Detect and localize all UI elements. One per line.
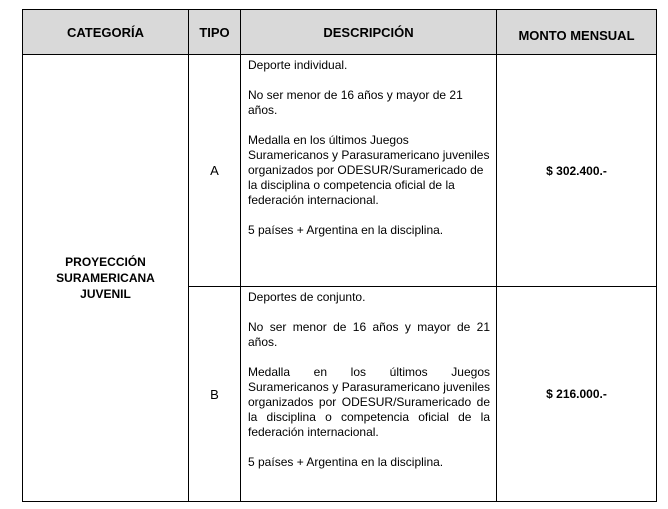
header-tipo: TIPO <box>189 10 241 55</box>
description-line: Medalla en los últimos Juegos Suramericanos y Parasuramericano juveniles organizados por ODESUR/Suramericado de la disciplina o competencia oficial de la federación internacional. <box>248 365 490 439</box>
tipo-cell: B <box>189 287 241 502</box>
description-line: Deporte individual. <box>248 58 348 72</box>
description-cell <box>241 287 497 502</box>
description-line: Medalla en los últimos Juegos Suramericanos y Parasuramericano juveniles organizados por ODESUR/Suramericado de la disciplina o competencia oficial de la federación internacional. <box>248 133 490 207</box>
header-descripcion: DESCRIPCIÓN <box>241 10 497 55</box>
header-categoria: CATEGORÍA <box>23 10 189 55</box>
description-line: Deportes de conjunto. <box>248 290 366 304</box>
table-row <box>23 55 657 287</box>
header-row <box>23 10 657 55</box>
category-line: SURAMERICANA <box>56 271 155 285</box>
description-line: No ser menor de 16 años y mayor de 21 años. <box>248 320 490 349</box>
category-cell <box>23 55 189 502</box>
description-cell <box>241 55 497 287</box>
becas-table <box>22 9 657 502</box>
description-line: 5 países + Argentina en la disciplina. <box>248 223 444 237</box>
tipo-cell: A <box>189 55 241 287</box>
monto-cell: $ 302.400.- <box>497 55 657 287</box>
header-monto: MONTO MENSUAL <box>497 10 657 55</box>
monto-cell: $ 216.000.- <box>497 287 657 502</box>
category-line: JUVENIL <box>80 287 131 301</box>
description-line: No ser menor de 16 años y mayor de 21 años. <box>248 88 463 117</box>
category-line: PROYECCIÓN <box>65 255 146 269</box>
description-line: 5 países + Argentina en la disciplina. <box>248 455 444 469</box>
